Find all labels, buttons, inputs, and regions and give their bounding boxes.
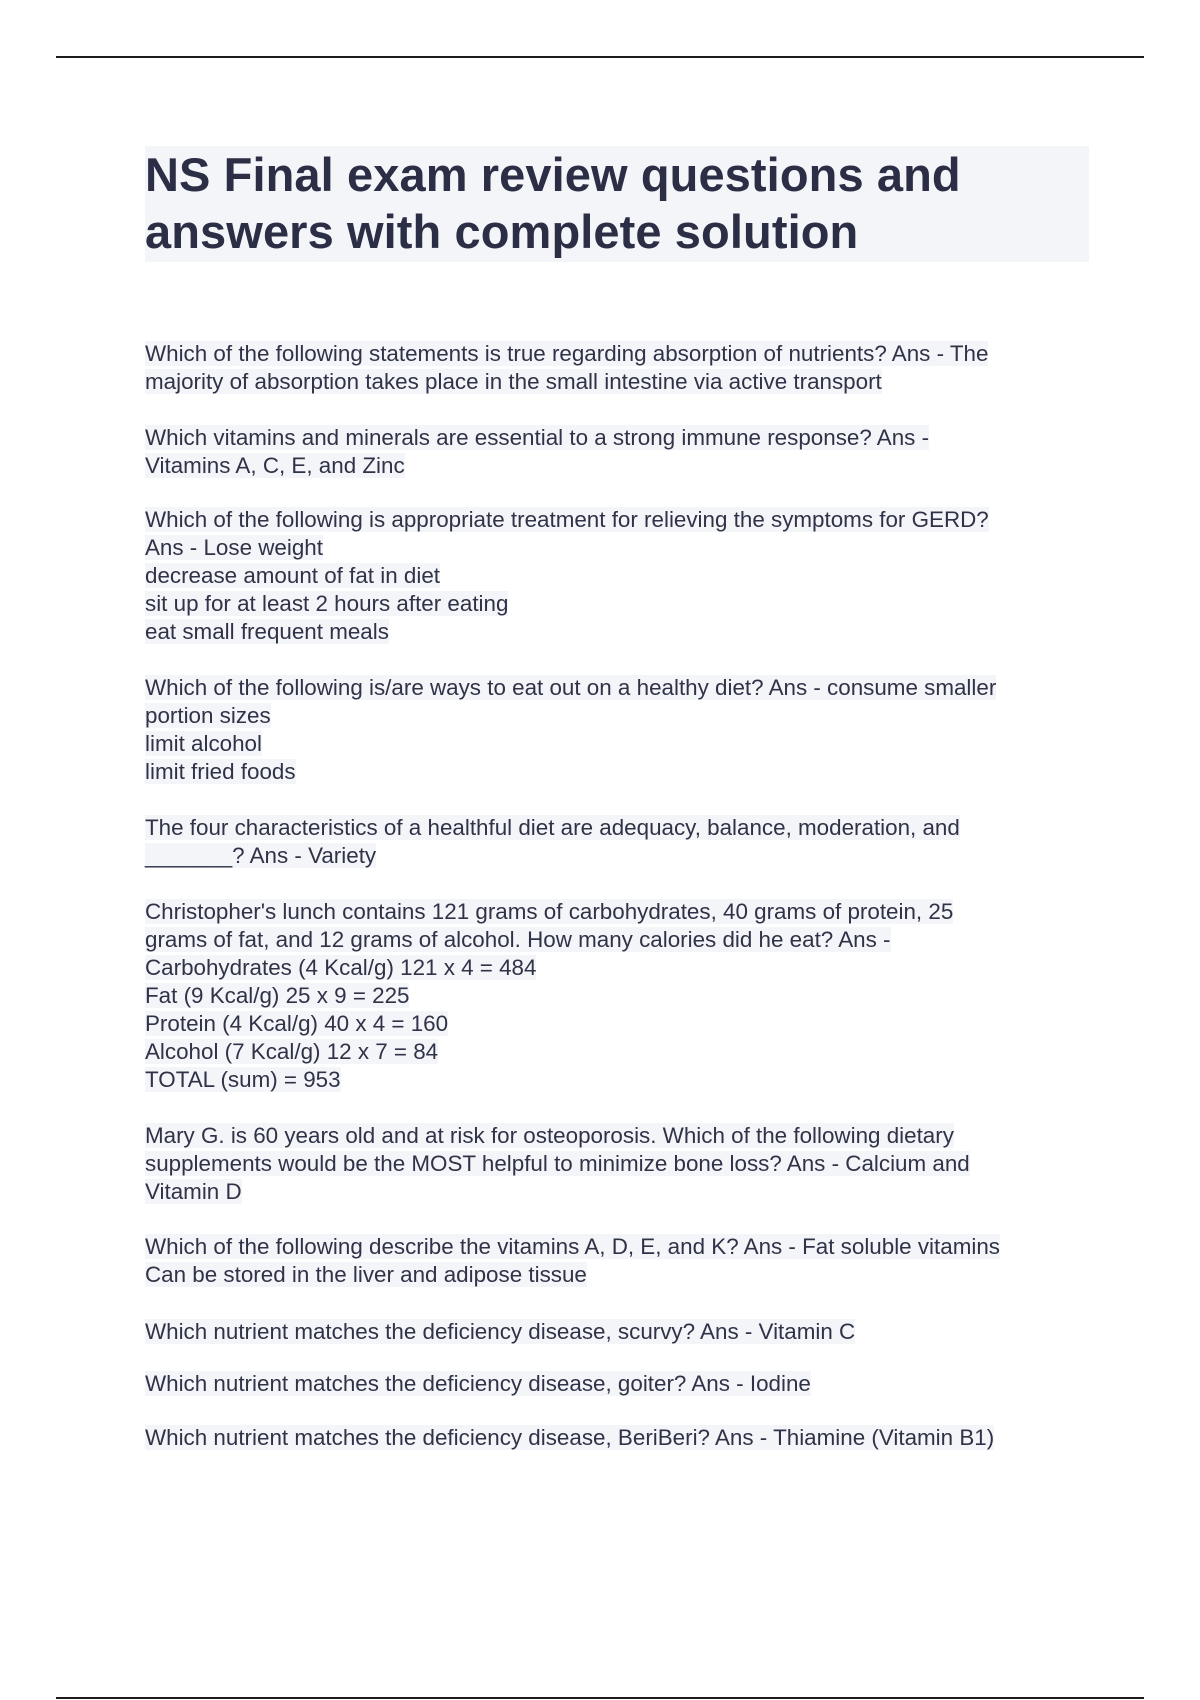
qa-line <box>145 926 1105 954</box>
qa-line-text: sit up for at least 2 hours after eating <box>145 591 509 616</box>
qa-line <box>145 618 1105 646</box>
qa-line-text: supplements would be the MOST helpful to minimize bone loss? Ans - Calcium and <box>145 1151 970 1176</box>
qa-line <box>145 954 1105 982</box>
qa-line <box>145 506 1105 534</box>
qa-line <box>145 1424 1105 1452</box>
qa-line-text: limit alcohol <box>145 731 262 756</box>
qa-line <box>145 452 1105 480</box>
qa-line <box>145 1066 1105 1094</box>
qa-line-text: TOTAL (sum) = 953 <box>145 1067 341 1092</box>
qa-line-text: Can be stored in the liver and adipose tissue <box>145 1262 587 1287</box>
qa-line-text: The four characteristics of a healthful diet are adequacy, balance, moderation, and <box>145 815 960 840</box>
qa-line <box>145 1038 1105 1066</box>
qa-line-text: majority of absorption takes place in the small intestine via active transport <box>145 369 882 394</box>
qa-line <box>145 1233 1105 1261</box>
qa-line-text: eat small frequent meals <box>145 619 389 644</box>
qa-line-text: Carbohydrates (4 Kcal/g) 121 x 4 = 484 <box>145 955 537 980</box>
qa-line <box>145 368 1105 396</box>
qa-line-text: portion sizes <box>145 703 271 728</box>
qa-item <box>145 424 1105 480</box>
qa-line <box>145 1150 1105 1178</box>
qa-line <box>145 1370 1105 1398</box>
qa-list <box>145 312 1105 1452</box>
qa-line <box>145 1178 1105 1206</box>
qa-line <box>145 1318 1105 1346</box>
title-line-2: answers with complete solution <box>145 205 859 258</box>
qa-line <box>145 702 1105 730</box>
qa-line <box>145 982 1105 1010</box>
qa-line <box>145 1122 1105 1150</box>
qa-line-text: grams of fat, and 12 grams of alcohol. How many calories did he eat? Ans - <box>145 927 891 952</box>
qa-item <box>145 340 1105 396</box>
bottom-rule <box>56 1697 1144 1699</box>
qa-line-text: Which of the following is appropriate treatment for relieving the symptoms for GERD? <box>145 507 989 532</box>
qa-line <box>145 340 1105 368</box>
qa-line-text: decrease amount of fat in diet <box>145 563 440 588</box>
qa-line-text: Mary G. is 60 years old and at risk for osteoporosis. Which of the following dietary <box>145 1123 954 1148</box>
qa-line-text: Christopher's lunch contains 121 grams of carbohydrates, 40 grams of protein, 25 <box>145 899 954 924</box>
qa-item <box>145 1233 1105 1289</box>
qa-line <box>145 898 1105 926</box>
qa-line-text: Which nutrient matches the deficiency disease, scurvy? Ans - Vitamin C <box>145 1319 856 1344</box>
title-line-1: NS Final exam review questions and <box>145 148 961 201</box>
qa-item <box>145 1318 1105 1346</box>
qa-line-text: Which of the following is/are ways to eat out on a healthy diet? Ans - consume smaller <box>145 675 997 700</box>
qa-item <box>145 1424 1105 1452</box>
qa-line <box>145 814 1105 842</box>
qa-line-text: limit fried foods <box>145 759 296 784</box>
qa-item <box>145 1370 1105 1398</box>
qa-item <box>145 898 1105 1094</box>
qa-line <box>145 758 1105 786</box>
qa-line <box>145 1010 1105 1038</box>
qa-item <box>145 1122 1105 1206</box>
qa-line <box>145 730 1105 758</box>
document-title <box>145 146 1089 262</box>
qa-line-text: Alcohol (7 Kcal/g) 12 x 7 = 84 <box>145 1039 439 1064</box>
qa-line <box>145 842 1105 870</box>
qa-line <box>145 674 1105 702</box>
qa-line <box>145 590 1105 618</box>
qa-line-text: Vitamins A, C, E, and Zinc <box>145 453 405 478</box>
qa-line-text: Which vitamins and minerals are essential to a strong immune response? Ans - <box>145 425 930 450</box>
qa-line-text: Which nutrient matches the deficiency disease, BeriBeri? Ans - Thiamine (Vitamin B1) <box>145 1425 995 1450</box>
qa-line-text: Which of the following describe the vitamins A, D, E, and K? Ans - Fat soluble vitamins <box>145 1234 1000 1259</box>
qa-line-text: Protein (4 Kcal/g) 40 x 4 = 160 <box>145 1011 449 1036</box>
qa-line-text: Which of the following statements is true regarding absorption of nutrients? Ans - The <box>145 341 989 366</box>
qa-line-text: Which nutrient matches the deficiency disease, goiter? Ans - Iodine <box>145 1371 811 1396</box>
qa-item <box>145 674 1105 786</box>
qa-line <box>145 424 1105 452</box>
top-rule <box>56 56 1144 58</box>
qa-item <box>145 814 1105 870</box>
qa-line-text: _______? Ans - Variety <box>145 843 377 868</box>
qa-item <box>145 506 1105 646</box>
qa-line-text: Ans - Lose weight <box>145 535 323 560</box>
qa-line <box>145 534 1105 562</box>
qa-line-text: Vitamin D <box>145 1179 242 1204</box>
qa-line <box>145 1261 1105 1289</box>
qa-line <box>145 562 1105 590</box>
qa-line-text: Fat (9 Kcal/g) 25 x 9 = 225 <box>145 983 410 1008</box>
